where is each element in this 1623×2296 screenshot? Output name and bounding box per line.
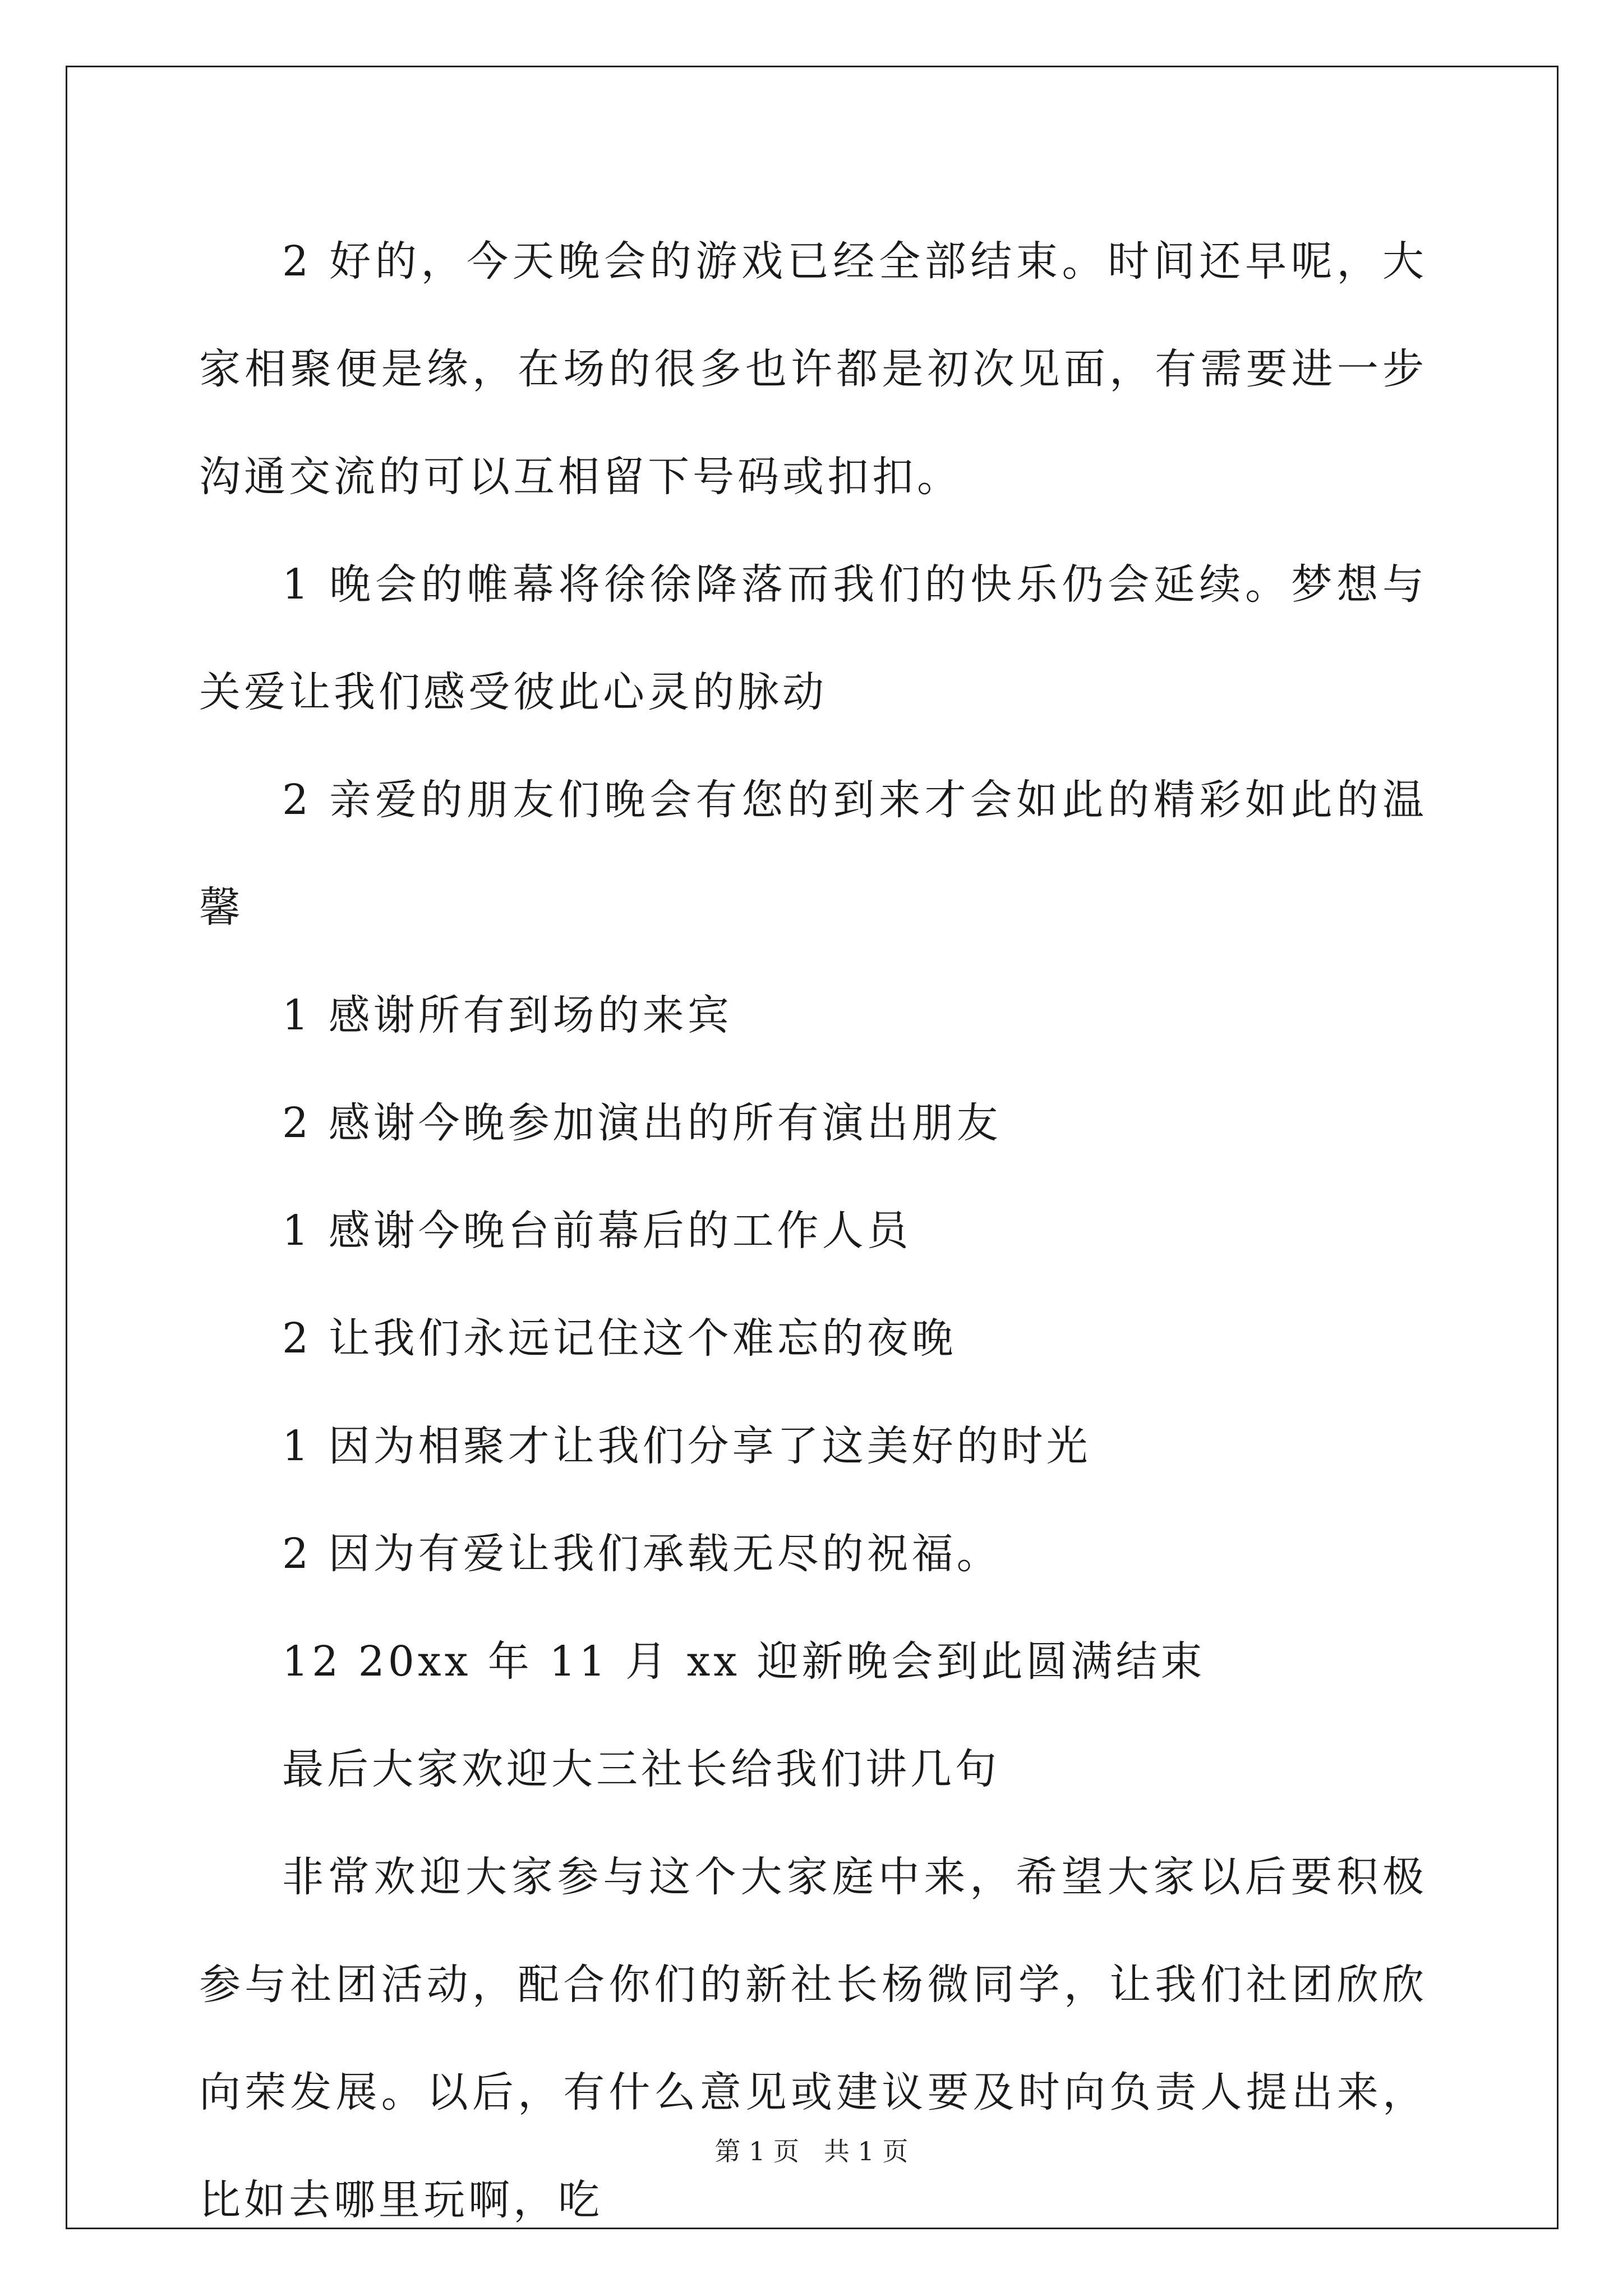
page-number-footer: 第 1 页 共 1 页: [714, 2136, 909, 2166]
paragraph: 1 感谢所有到场的来宾: [282, 991, 732, 1039]
paragraph: 1 感谢今晚台前幕后的工作人员: [282, 1207, 912, 1255]
document-body: [199, 208, 1427, 2254]
paragraph: 1 因为相聚才让我们分享了这美好的时光: [282, 1422, 1091, 1470]
paragraph: 1 晚会的帷幕将徐徐降落而我们的快乐仍会延续。梦想与关爱让我们感受彼此心灵的脉动: [199, 560, 1427, 716]
paragraph: 最后大家欢迎大三社长给我们讲几句: [282, 1745, 1000, 1793]
paragraph: 非常欢迎大家参与这个大家庭中来，希望大家以后要积极参与社团活动，配合你们的新社长杨微同学，让我们社团欣欣向荣发展。以后，有什么意见或建议要及时向负责人提出来，比如去哪里玩啊，吃: [199, 1853, 1427, 2224]
paragraph: 2 感谢今晚参加演出的所有演出朋友: [282, 1099, 1002, 1147]
paragraph: 2 好的，今天晚会的游戏已经全部结束。时间还早呢，大家相聚便是缘，在场的很多也许都是初次见面，有需要进一步沟通交流的可以互相留下号码或扣扣。: [199, 237, 1427, 501]
paragraph: 2 亲爱的朋友们晚会有您的到来才会如此的精彩如此的温馨: [199, 776, 1427, 932]
paragraph: 2 让我们永远记住这个难忘的夜晚: [282, 1314, 957, 1363]
paragraph: 12 20xx 年 11 月 xx 迎新晚会到此圆满结束: [282, 1637, 1206, 1686]
paragraph: 2 因为有爱让我们承载无尽的祝福。: [282, 1530, 1002, 1578]
